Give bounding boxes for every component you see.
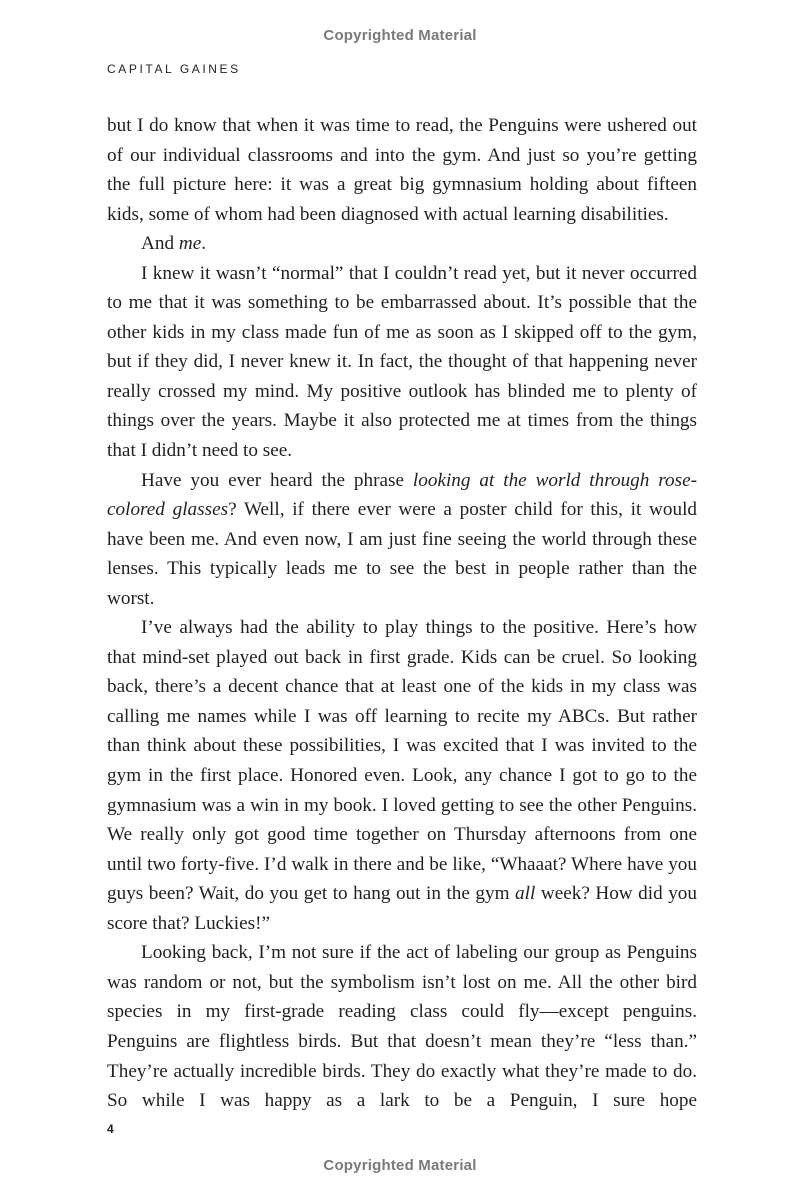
paragraph (107, 229, 697, 259)
copyright-watermark-top: Copyrighted Material (323, 27, 477, 44)
text-segment: . (201, 233, 207, 255)
copyright-watermark-bottom: Copyrighted Material (323, 1157, 477, 1174)
paragraph (107, 259, 697, 466)
page-number: 4 (107, 1122, 114, 1136)
text-segment: And (141, 233, 179, 255)
text-segment: I knew it wasn’t “normal” that I couldn’t read yet, but it never occurred to me that it was something to be embarrassed about. It’s possible that the other kids in my class made fun of me as soon as I skipped off to the gym, but if they did, I never knew it. In fact, the thought of that happening never really crossed my mind. My positive outlook has blinded me to plenty of things over the years. Maybe it also protected me at times from the things that I didn’t need to see. (107, 262, 697, 462)
text-segment: Have you ever heard the phrase (141, 469, 413, 491)
emphasis-segment: me (178, 233, 202, 255)
paragraph (107, 938, 697, 1115)
body-text (107, 111, 697, 1116)
text-segment: Looking back, I’m not sure if the act of labeling our group as Penguins was random or not, but the symbolism isn’t lost on me. All the other bird species in my first-grade reading class could fly—except penguins. Penguins are flightless birds. But that doesn’t mean they’re “less than.” They’re actually incredible birds. They do exactly what they’re made to do. So while I was happy as a lark to be a Penguin, I sure hope (107, 942, 697, 1112)
text-segment: ? Well, if there ever were a poster child for this, it would have been me. And even now, I am just fine seeing the world through these lenses. This typically leads me to see the best in people rather than the worst. (107, 499, 697, 609)
paragraph (107, 613, 697, 938)
paragraph (107, 111, 697, 229)
emphasis-segment: looking at the world through rose-colored glasses (107, 469, 697, 521)
emphasis-segment: all (515, 883, 536, 905)
text-segment: week? How did you score that? Luckies!” (107, 883, 697, 934)
running-head: CAPITAL GAINES (107, 62, 241, 76)
paragraph (107, 466, 697, 614)
text-segment: but I do know that when it was time to read, the Penguins were ushered out of our individual classrooms and into the gym. And just so you’re getting the full picture here: it was a great big gymnasium holding about fifteen kids, some of whom had been diagnosed with actual learning disabilities. (107, 115, 697, 225)
text-segment: I’ve always had the ability to play things to the positive. Here’s how that mind-set played out back in first grade. Kids can be cruel. So looking back, there’s a decent chance that at least one of the kids in my class was calling me names while I was off learning to recite my ABCs. But rather than think about these possibilities, I was excited that I was invited to the gym in the first place. Honored even. Look, any chance I got to go to the gymnasium was a win in my book. I loved getting to see the other Penguins. We really only got good time together on Thursday afternoons from one until two forty-five. I’d walk in there and be like, “Whaaat? Where have you guys been? Wait, do you get to hang out in the gym (107, 617, 697, 905)
